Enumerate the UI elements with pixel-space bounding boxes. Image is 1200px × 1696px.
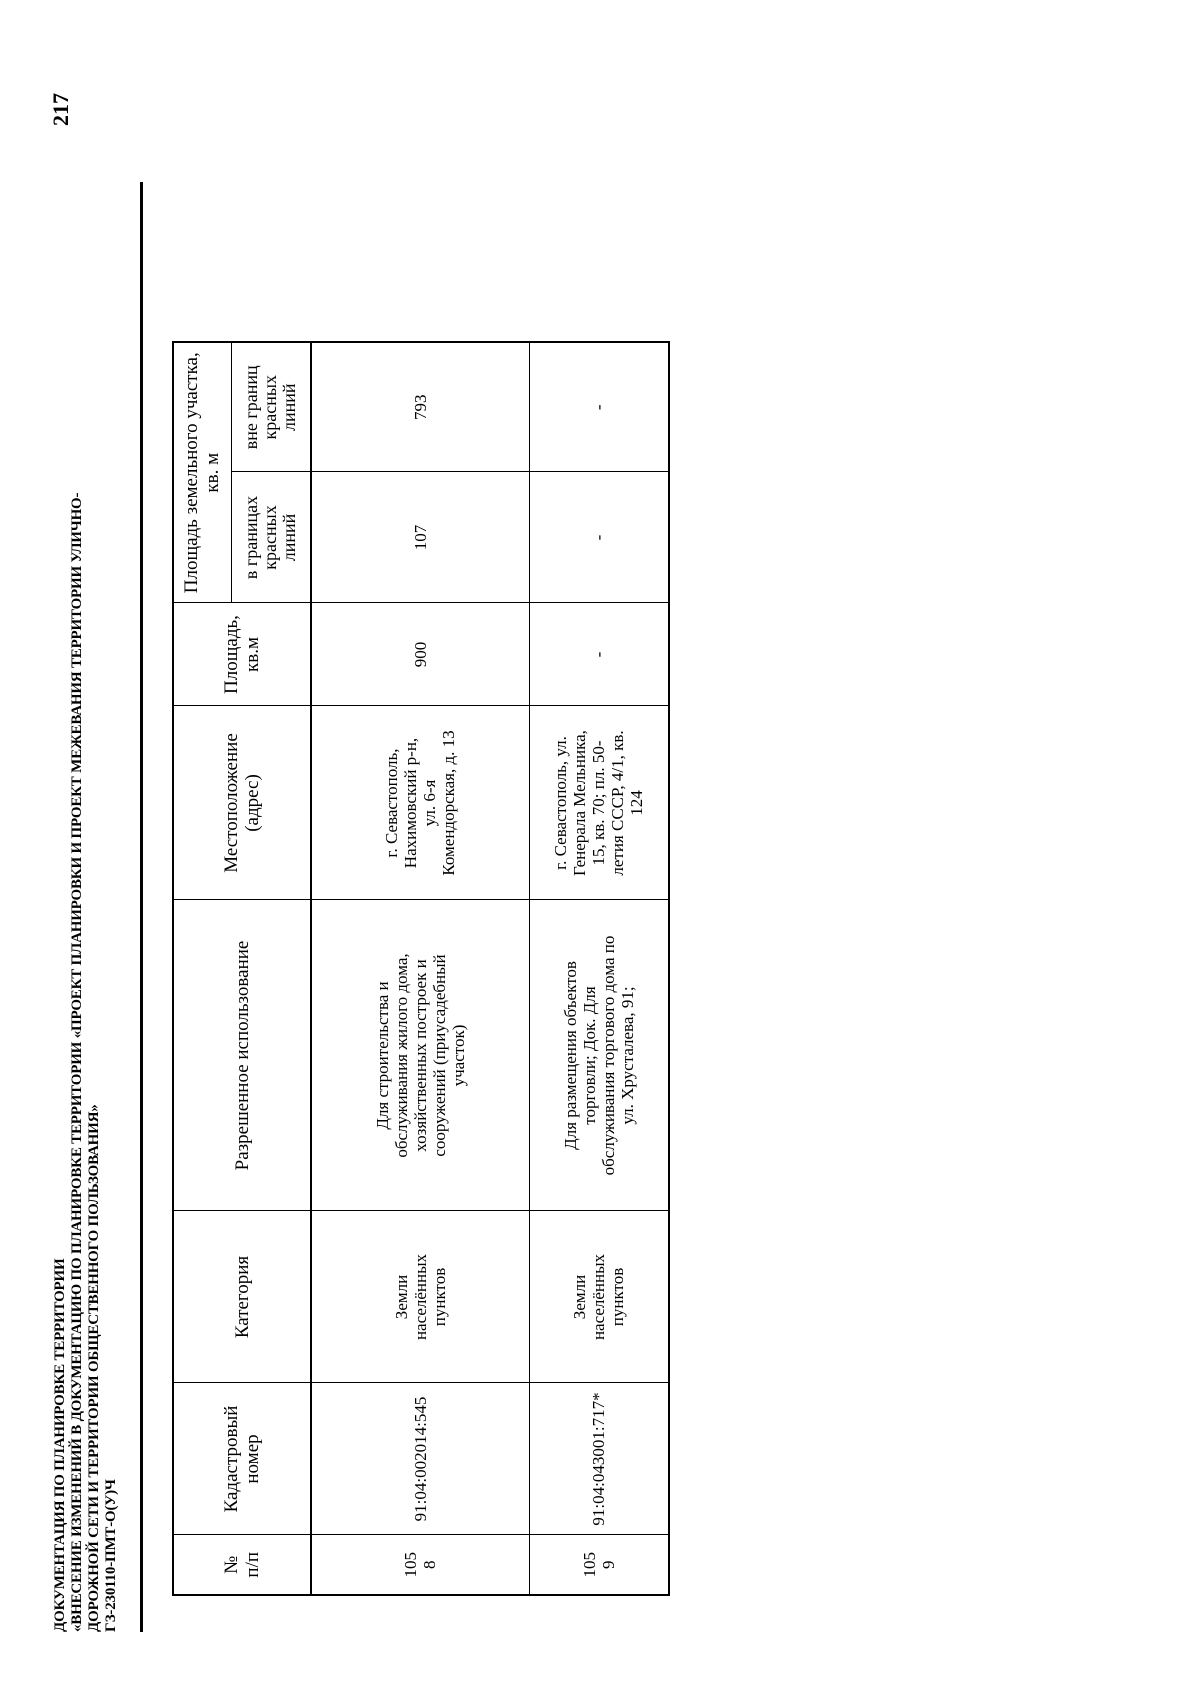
header-location: Местоположение (адрес) [173, 706, 311, 900]
cell-num: 105 8 [311, 1535, 529, 1595]
cell-num: 105 9 [529, 1535, 669, 1595]
cell-cadastral: 91:04:043001:717* [529, 1383, 669, 1535]
cell-category: Земли населённых пунктов [529, 1211, 669, 1383]
cell-outside: - [529, 342, 669, 472]
cell-category: Земли населённых пунктов [311, 1211, 529, 1383]
header-line-2: «ВНЕСЕНИЕ ИЗМЕНЕНИЙ В ДОКУМЕНТАЦИЮ ПО ПЛАНИРОВКЕ ТЕРРИТОРИИ «ПРОЕКТ ПЛАНИРОВКИ И ПРОЕКТ МЕЖЕВАНИЯ ТЕРРИТОРИИ УЛИЧНО- [69, 492, 85, 1632]
header-cadastral: Кадастровый номер [173, 1383, 311, 1535]
header-line-3: ДОРОЖНОЙ СЕТИ И ТЕРРИТОРИИ ОБЩЕСТВЕННОГО ПОЛЬЗОВАНИЯ» [86, 1104, 102, 1632]
header-num: № п/п [173, 1535, 311, 1595]
header-area: Площадь, кв.м [173, 603, 311, 706]
header-divider [140, 182, 143, 1632]
header-usage: Разрешенное использование [173, 900, 311, 1211]
table-row [529, 342, 669, 1595]
header-inside-red-lines: в границах красных линий [231, 472, 311, 603]
header-line-4: ГЗ-230110-ПМТ-О(У)Ч [103, 1479, 119, 1632]
cell-inside: 107 [311, 472, 529, 603]
document-header [52, 432, 120, 1632]
page-number: 217 [48, 93, 73, 126]
table-header-row [173, 342, 231, 1595]
header-line-1: ДОКУМЕНТАЦИЯ ПО ПЛАНИРОВКЕ ТЕРРИТОРИИ [52, 1258, 68, 1632]
cell-cadastral: 91:04:002014:545 [311, 1383, 529, 1535]
table-row [311, 342, 529, 1595]
cell-area: 900 [311, 603, 529, 706]
cell-area: - [529, 603, 669, 706]
cell-inside: - [529, 472, 669, 603]
header-outside-red-lines: вне границ красных линий [231, 342, 311, 472]
cell-usage: Для строительства и обслуживания жилого дома, хозяйственных построек и сооружений (приусадебный участок) [311, 900, 529, 1211]
header-plot-area: Площадь земельного участка, кв. м [173, 342, 231, 603]
land-plots-table [172, 341, 670, 1596]
header-category: Категория [173, 1211, 311, 1383]
cell-outside: 793 [311, 342, 529, 472]
cell-location: г. Севастополь, ул. Генерала Мельника, 15, кв. 70; пл. 50- летия СССР, 4/1, кв. 124 [529, 706, 669, 900]
cell-location: г. Севастополь, Нахимовский р-н, ул. 6-я Комендорская, д. 13 [311, 706, 529, 900]
cell-usage: Для размещения объектов торговли; Док. Для обслуживания торгового дома по ул. Хрусталева, 91; [529, 900, 669, 1211]
